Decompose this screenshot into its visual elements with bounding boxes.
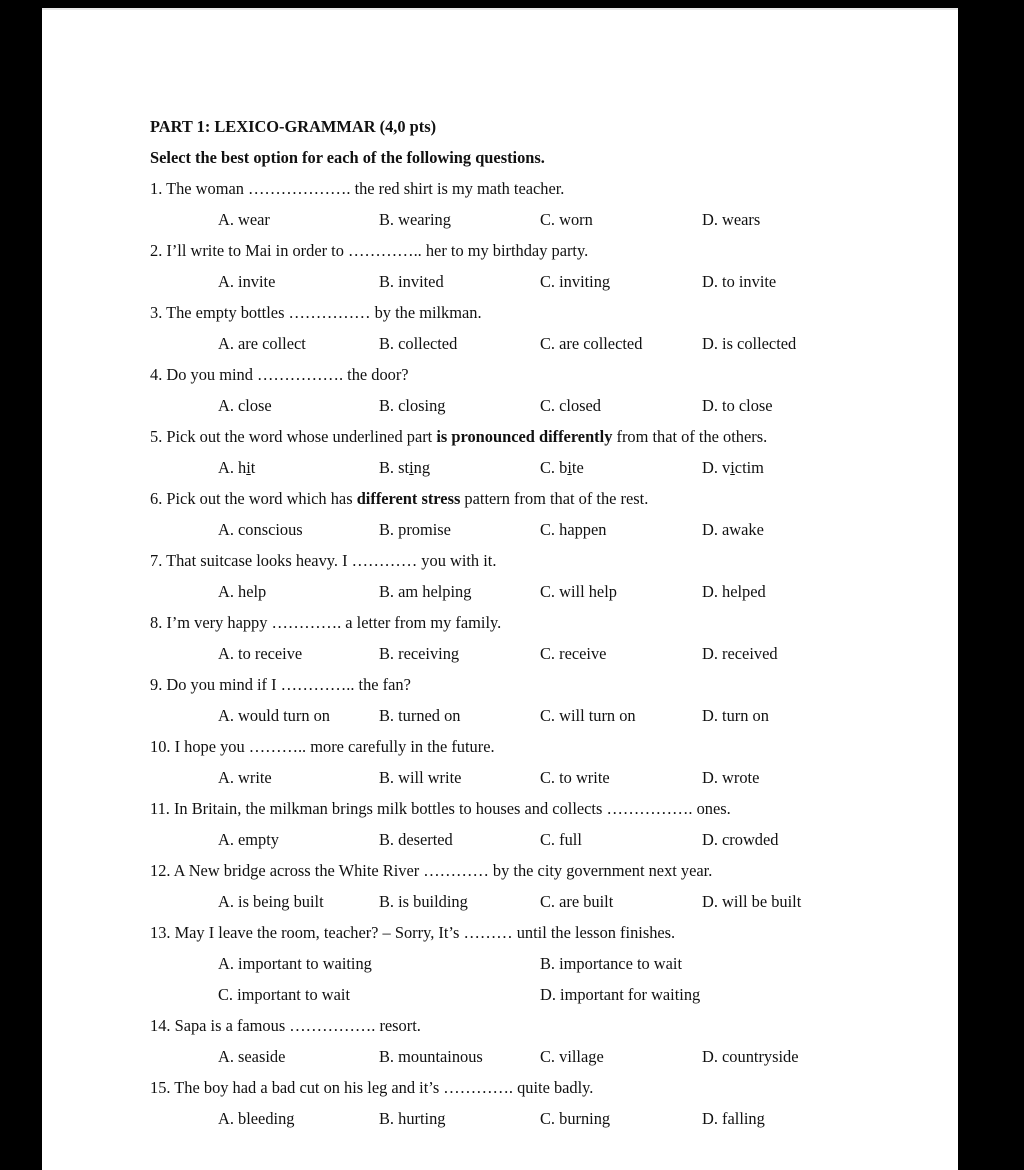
part-title: PART 1: LEXICO-GRAMMAR (4,0 pts) bbox=[150, 117, 437, 136]
option-a: A. are collect bbox=[218, 334, 306, 353]
option-c: C. village bbox=[540, 1047, 604, 1066]
document-body bbox=[150, 111, 910, 1134]
question-stem-13: 13. May I leave the room, teacher? – Sorry, It’s ……… until the lesson finishes. bbox=[150, 923, 676, 942]
question-stem-5 bbox=[150, 421, 910, 452]
option-b: B. receiving bbox=[379, 644, 460, 663]
option-b: B. sting bbox=[379, 458, 431, 477]
option-a: A. important to waiting bbox=[218, 954, 372, 973]
option-d: D. received bbox=[702, 644, 778, 663]
question-stem-15: 15. The boy had a bad cut on his leg and it’s …………. quite badly. bbox=[150, 1078, 594, 1097]
instruction: Select the best option for each of the following questions. bbox=[150, 148, 545, 167]
option-c: C. worn bbox=[540, 210, 593, 229]
options-row-15 bbox=[150, 1103, 910, 1134]
option-d: D. turn on bbox=[702, 706, 769, 725]
stem-text: from that of the others. bbox=[612, 427, 768, 446]
option-b: B. turned on bbox=[379, 706, 461, 725]
options-row-8 bbox=[150, 638, 910, 669]
options-row-3 bbox=[150, 328, 910, 359]
option-c: C. will help bbox=[540, 582, 617, 601]
option-c: C. burning bbox=[540, 1109, 611, 1128]
option-a: A. is being built bbox=[218, 892, 324, 911]
options-row-6 bbox=[150, 514, 910, 545]
option-c: C. are collected bbox=[540, 334, 643, 353]
stem-text: 6. Pick out the word which has bbox=[150, 489, 357, 508]
option-a: A. to receive bbox=[218, 644, 303, 663]
option-c: C. closed bbox=[540, 396, 602, 415]
option-a: A. bleeding bbox=[218, 1109, 295, 1128]
question-stem-2: 2. I’ll write to Mai in order to ………….. her to my birthday party. bbox=[150, 241, 589, 260]
option-c: C. will turn on bbox=[540, 706, 636, 725]
option-c: C. to write bbox=[540, 768, 610, 787]
options-row-14 bbox=[150, 1041, 910, 1072]
options-row-13a bbox=[150, 948, 910, 979]
options-row-7 bbox=[150, 576, 910, 607]
option-d: D. is collected bbox=[702, 334, 797, 353]
question-stem-1: 1. The woman ………………. the red shirt is my math teacher. bbox=[150, 179, 565, 198]
question-stem-11: 11. In Britain, the milkman brings milk bottles to houses and collects ……………. ones. bbox=[150, 799, 731, 818]
option-a: A. conscious bbox=[218, 520, 303, 539]
option-b: B. invited bbox=[379, 272, 444, 291]
option-c: C. inviting bbox=[540, 272, 611, 291]
option-c: C. are built bbox=[540, 892, 614, 911]
question-stem-14: 14. Sapa is a famous ……………. resort. bbox=[150, 1016, 421, 1035]
option-a: A. invite bbox=[218, 272, 276, 291]
option-b: B. deserted bbox=[379, 830, 453, 849]
option-b: B. hurting bbox=[379, 1109, 446, 1128]
option-a: A. empty bbox=[218, 830, 280, 849]
options-row-2 bbox=[150, 266, 910, 297]
options-row-13b bbox=[150, 979, 910, 1010]
option-a: A. help bbox=[218, 582, 267, 601]
option-d: D. awake bbox=[702, 520, 764, 539]
question-stem-4: 4. Do you mind ……………. the door? bbox=[150, 365, 409, 384]
option-d: D. wears bbox=[702, 210, 761, 229]
question-stem-3: 3. The empty bottles …………… by the milkman. bbox=[150, 303, 482, 322]
option-c: C. receive bbox=[540, 644, 607, 663]
question-stem-7: 7. That suitcase looks heavy. I ………… you with it. bbox=[150, 551, 497, 570]
option-a: A. seaside bbox=[218, 1047, 286, 1066]
options-row-9 bbox=[150, 700, 910, 731]
option-b: B. will write bbox=[379, 768, 462, 787]
option-a: A. would turn on bbox=[218, 706, 330, 725]
options-row-10 bbox=[150, 762, 910, 793]
option-d: D. crowded bbox=[702, 830, 779, 849]
option-a: A. close bbox=[218, 396, 272, 415]
option-c: C. full bbox=[540, 830, 582, 849]
option-b: B. closing bbox=[379, 396, 446, 415]
option-d: D. falling bbox=[702, 1109, 765, 1128]
underlined-letter: i bbox=[567, 458, 572, 477]
options-row-12 bbox=[150, 886, 910, 917]
option-c: C. important to wait bbox=[218, 985, 351, 1004]
question-stem-10: 10. I hope you ……….. more carefully in the future. bbox=[150, 737, 495, 756]
question-stem-12: 12. A New bridge across the White River ………… by the city government next year. bbox=[150, 861, 713, 880]
option-d: D. victim bbox=[702, 458, 764, 477]
option-b: B. collected bbox=[379, 334, 458, 353]
options-row-1 bbox=[150, 204, 910, 235]
option-c: C. bite bbox=[540, 458, 584, 477]
stem-emphasis: is pronounced differently bbox=[436, 427, 613, 446]
option-d: D. will be built bbox=[702, 892, 802, 911]
option-c: C. happen bbox=[540, 520, 607, 539]
option-b: B. promise bbox=[379, 520, 451, 539]
option-d: D. helped bbox=[702, 582, 766, 601]
option-b: B. mountainous bbox=[379, 1047, 483, 1066]
underlined-letter: i bbox=[730, 458, 735, 477]
stem-emphasis: different stress bbox=[356, 489, 461, 508]
option-a: A. wear bbox=[218, 210, 270, 229]
question-stem-9: 9. Do you mind if I ………….. the fan? bbox=[150, 675, 411, 694]
option-d: D. wrote bbox=[702, 768, 760, 787]
option-d: D. countryside bbox=[702, 1047, 799, 1066]
option-a: A. hit bbox=[218, 458, 256, 477]
option-b: B. is building bbox=[379, 892, 468, 911]
underlined-letter: i bbox=[409, 458, 414, 477]
option-d: D. to invite bbox=[702, 272, 777, 291]
options-row-11 bbox=[150, 824, 910, 855]
option-a: A. write bbox=[218, 768, 272, 787]
question-stem-8: 8. I’m very happy …………. a letter from my family. bbox=[150, 613, 502, 632]
option-d: D. to close bbox=[702, 396, 773, 415]
option-b: B. am helping bbox=[379, 582, 472, 601]
stem-text: pattern from that of the rest. bbox=[460, 489, 649, 508]
underlined-letter: i bbox=[246, 458, 251, 477]
option-d: D. important for waiting bbox=[540, 985, 701, 1004]
option-b: B. importance to wait bbox=[540, 954, 683, 973]
document-page bbox=[42, 10, 958, 1170]
option-b: B. wearing bbox=[379, 210, 451, 229]
stem-text: 5. Pick out the word whose underlined part bbox=[150, 427, 437, 446]
options-row-4 bbox=[150, 390, 910, 421]
options-row-5 bbox=[150, 452, 910, 483]
question-stem-6 bbox=[150, 483, 910, 514]
